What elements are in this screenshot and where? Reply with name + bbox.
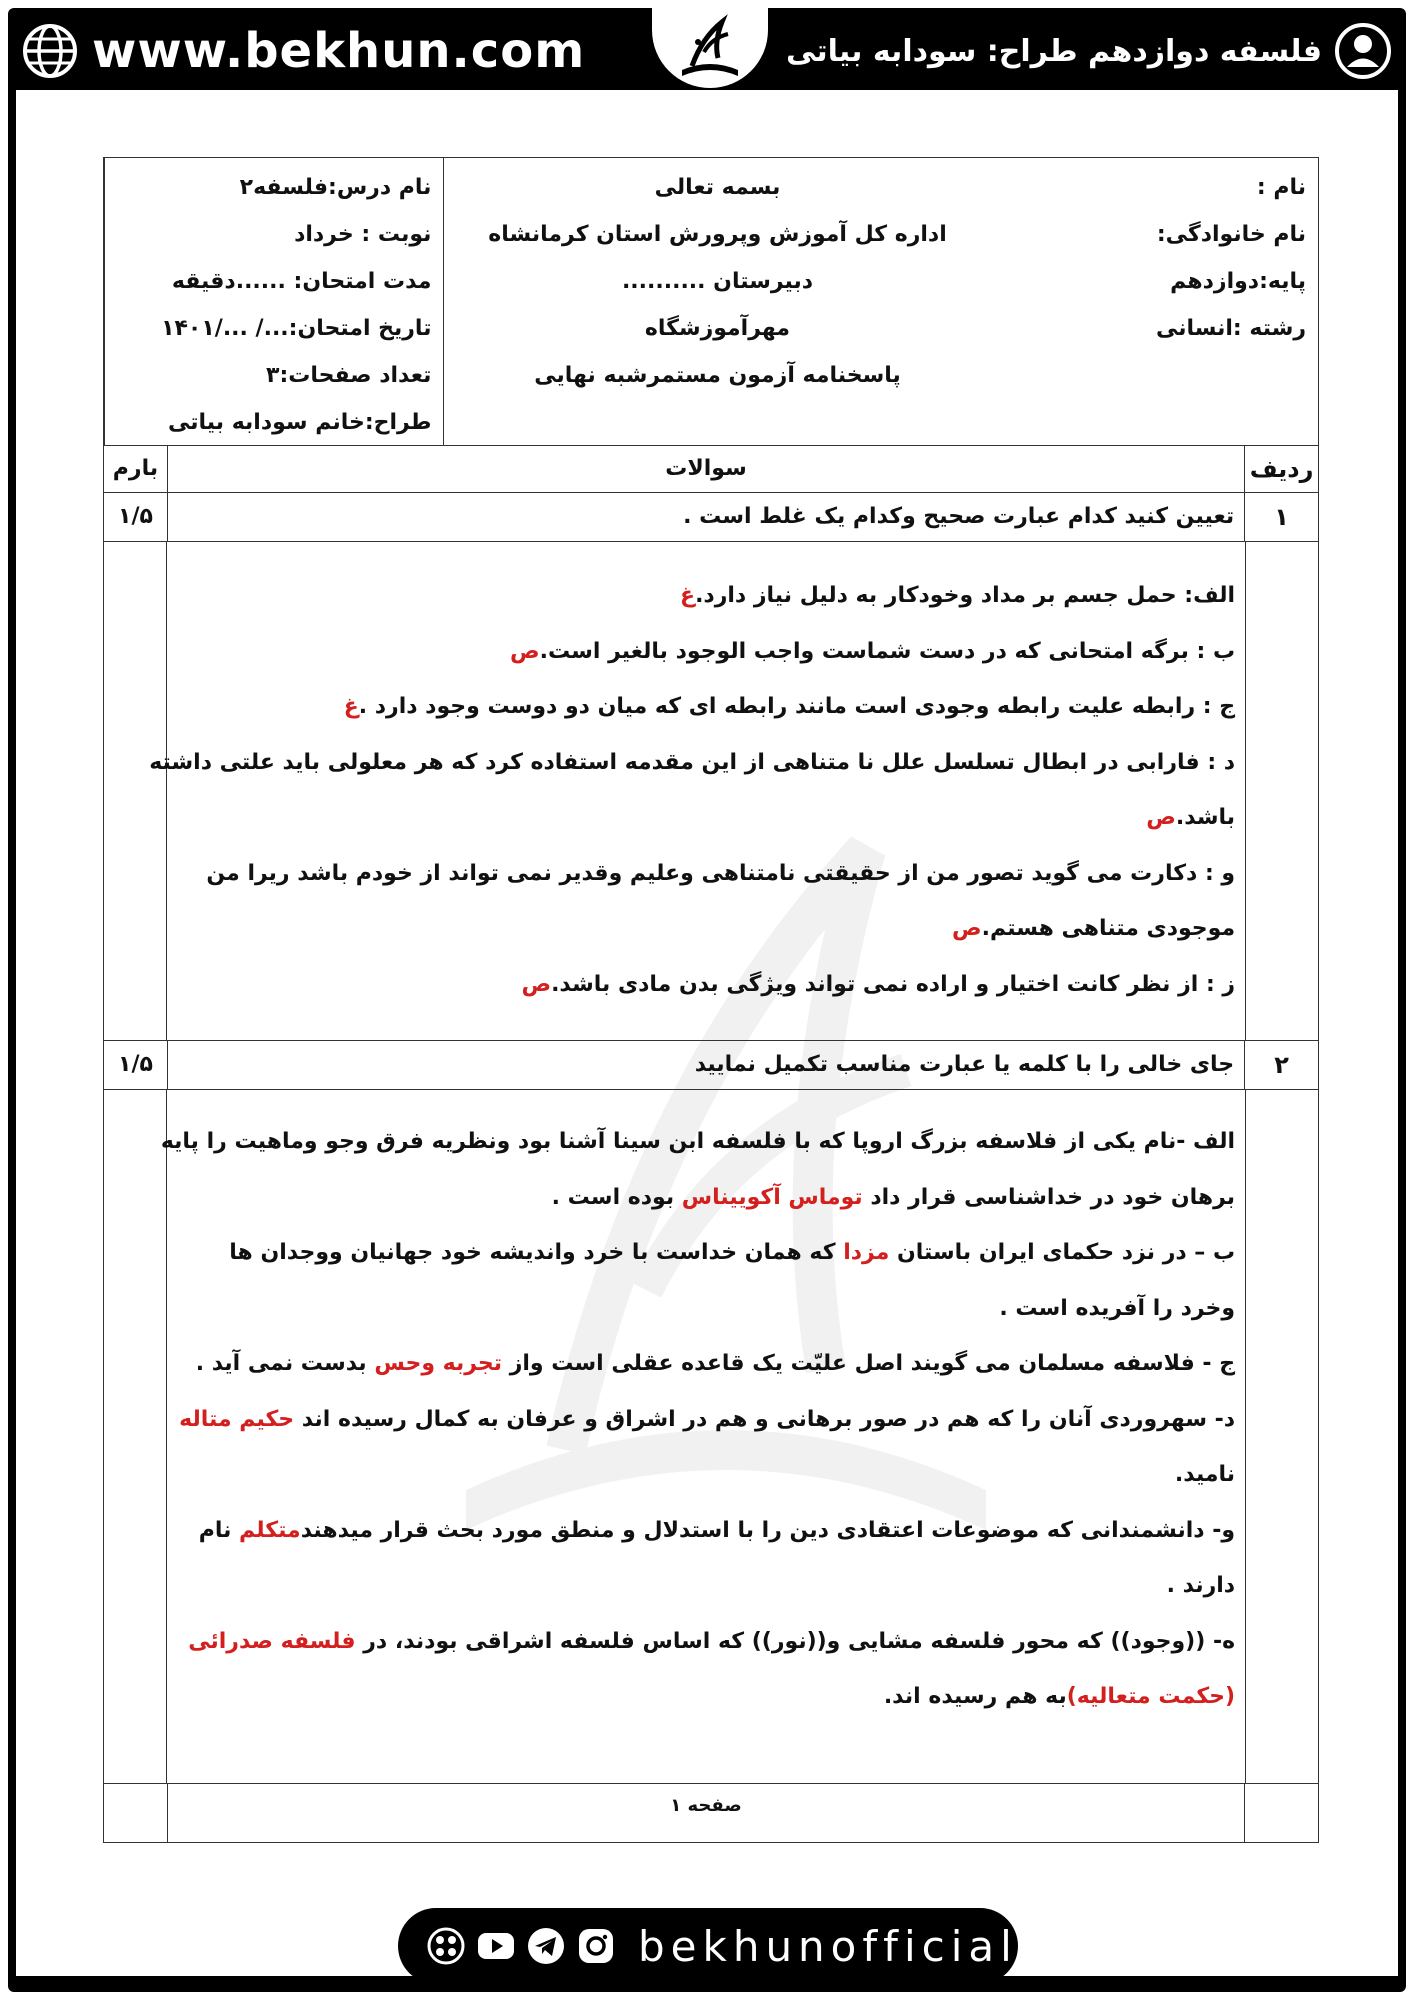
site-url: www.bekhun.com [92,23,586,79]
answer-line: ج - فلاسفه مسلمان می گویند اصل علیّت یک قاعده عقلی است واز تجربه وحس بدست نمی آید . [195,1351,1236,1376]
field-label: رشته :انسانی [1155,316,1306,341]
school-stamp-label: مهرآموزشگاه [644,316,791,341]
student-info [991,158,1318,445]
designer-name: طراح:خانم سودابه بیاتی [168,410,432,435]
answer-line: و- دانشمندانی که موضوعات اعتقادی دین را با استدلال و منطق مورد بحث قرار میدهندمتکلم نام [198,1517,1236,1543]
question-2-row [104,1041,1318,1090]
answer-line: نامید. [1174,1462,1236,1487]
student-name-label: نام : [1256,175,1306,200]
globe-icon [22,23,78,79]
table-header-row [104,446,1318,493]
answer-line: ب – در نزد حکمای ایران باستان مزدا که همان خداست با خرد واندیشه خود جهانیان ووجدان ها [229,1240,1236,1265]
course-info [104,158,443,445]
answer-line: د : فارابی در ابطال تسلسل علل نا متناهی از این مقدمه استفاده کرد که هر معلولی باید علتی داشته [149,749,1236,775]
answer-sheet-title: پاسخنامه آزمون مستمرشبه نهایی [534,363,901,388]
questions-header: سوالات [167,446,1244,492]
answer-line: الف: حمل جسم بر مداد وخودکار به دلیل نیاز دارد.غ [680,583,1236,608]
answer-line: موجودی متناهی هستم.ص [952,916,1236,941]
exam-date: تاریخ امتحان:.../ .../۱۴۰۱ [161,316,432,341]
answer-line: وخرد را آفریده است . [999,1295,1236,1321]
school-info [443,158,990,445]
instagram-icon[interactable] [576,1926,616,1966]
header-title [786,16,1392,86]
question-1-answers-row [104,542,1318,1041]
bismillah: بسمه تعالی [654,175,781,200]
telegram-icon[interactable] [526,1926,566,1966]
row-header: ردیف [1244,446,1318,492]
user-icon [1334,22,1392,80]
course-title: فلسفه دوازدهم طراح: سودابه بیاتی [786,33,1322,69]
answer-line: الف -نام یکی از فلاسفه بزرگ اروپا که با فلسفه ابن سینا آشنا بود ونظریه فرق وجو وماهیت را پایه [160,1129,1236,1154]
school-name: دبیرستان .......... [621,269,814,294]
exam-duration: مدت امتحان: ......دقیقه [171,269,432,294]
answer-line: ب : برگه امتحانی که در دست شماست واجب الوجود بالغیر است.ص [509,638,1236,664]
question-2-answers-row [104,1090,1318,1784]
page-count: تعداد صفحات:۳ [266,363,432,388]
social-handle: bekhunofficial [638,1921,1018,1971]
answer-line: باشد.ص [1146,805,1236,830]
score-header: بارم [112,456,159,481]
answer-line: ه- ((وجود)) که محور فلسفه مشایی و((نور)) که اساس فلسفه اشراقی بودند، در فلسفه صدرائی [188,1628,1236,1654]
answer-line: ج : رابطه علیت رابطه وجودی است مانند رابطه ای که میان دو دوست وجود دارد .غ [343,694,1236,719]
grade-label: پایه:دوازدهم [1170,269,1306,294]
answer-line: و : دکارت می گوید تصور من از حقیقتی نامتناهی وعلیم وقدیر نمی تواند از خودم باشد ریرا من [206,860,1236,886]
student-family-label: نام خانوادگی: [1156,222,1306,247]
site-link[interactable] [22,16,585,86]
course-name: نام درس:فلسفه۲ [239,175,432,200]
social-bar[interactable] [398,1908,1018,1984]
aparat-icon[interactable] [426,1926,466,1966]
exam-sheet [103,157,1319,1843]
department-name: اداره کل آموزش وپرورش استان کرمانشاه [488,222,947,247]
question-1-text: تعیین کنید کدام عبارت صحیح وکدام یک غلط است . [167,493,1244,541]
page-number: صفحه ۱ [167,1784,1244,1842]
page-footer-row [104,1784,1318,1842]
exam-session: نوبت : خرداد [294,222,432,247]
question-1-row [104,493,1318,542]
answer-line: برهان خود در خداشناسی قرار داد توماس آکویینا‌س بوده است . [551,1184,1236,1210]
answer-line: د- سهروردی آنان را که هم در صور برهانی و هم در اشراق و عرفان به کمال رسیده اند حکیم متاله [179,1406,1236,1432]
answer-line: دارند . [1166,1573,1236,1598]
question-1-score: ۱/۵ [118,504,153,529]
question-1-answers [149,542,1245,1040]
question-1-number: ۱ [1244,493,1318,541]
question-2-text: جای خالی را با کلمه یا عبارت مناسب تکمیل نمایید [167,1041,1244,1089]
youtube-icon[interactable] [476,1926,516,1966]
answer-line: (حکمت متعالیه)به هم رسیده اند. [883,1684,1236,1709]
question-2-score: ۱/۵ [118,1052,153,1077]
question-2-number: ۲ [1244,1041,1318,1089]
exam-info-header [104,158,1318,446]
question-2-answers [160,1090,1245,1783]
answer-line: ز : از نظر کانت اختیار و اراده نمی تواند ویژگی بدن مادی باشد.ص [521,971,1236,997]
